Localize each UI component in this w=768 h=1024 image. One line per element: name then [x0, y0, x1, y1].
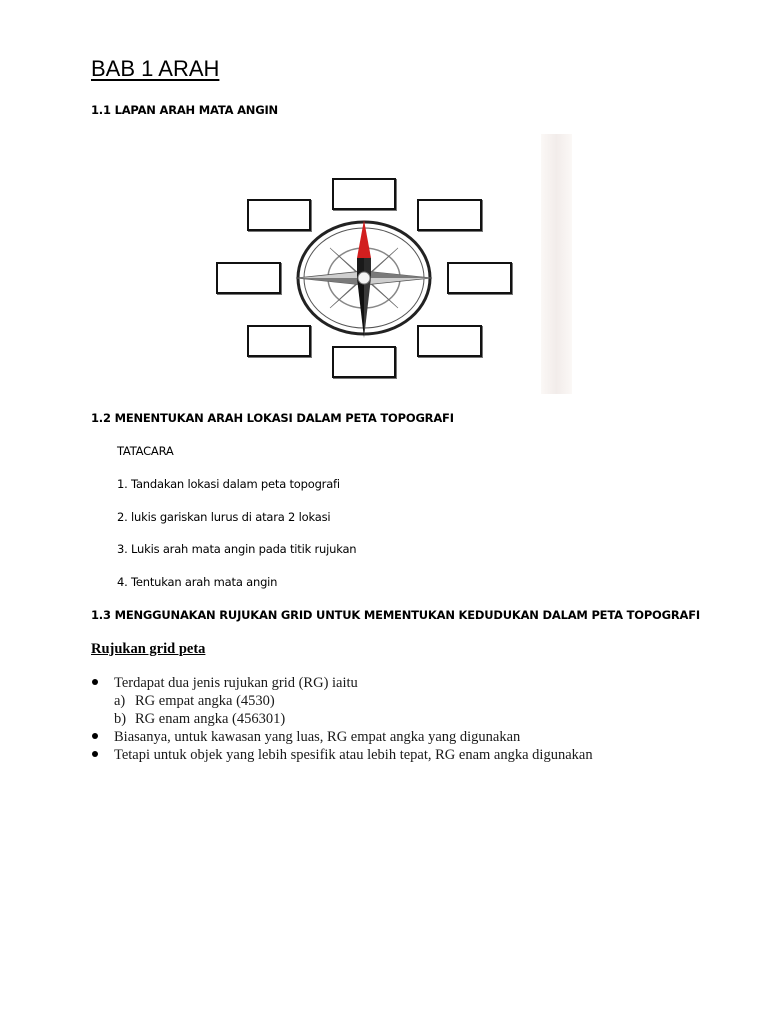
rujukan-grid-heading: Rujukan grid peta [91, 641, 206, 657]
step-3: 3. Lukis arah mata angin pada titik rujukan [117, 542, 357, 556]
sub-item-b-marker: b) [114, 711, 127, 727]
bullet-item-2: Biasanya, untuk kawasan yang luas, RG empat angka yang digunakan [114, 729, 521, 745]
tatacara-label: TATACARA [117, 444, 174, 458]
bullet-item-3: Tetapi untuk objek yang lebih spesifik atau lebih tepat, RG enam angka digunakan [114, 747, 593, 763]
step-2: 2. lukis gariskan lurus di atara 2 lokasi [117, 510, 331, 524]
bullet-dot-icon [92, 679, 98, 685]
page-title: BAB 1 ARAH [91, 56, 220, 81]
bullet-dot-icon [92, 733, 98, 739]
bullet-dot-icon [92, 751, 98, 757]
step-4: 4. Tentukan arah mata angin [117, 575, 278, 589]
step-1: 1. Tandakan lokasi dalam peta topografi [117, 477, 340, 491]
compass-center-pivot [358, 272, 370, 284]
compass-figure [210, 170, 520, 385]
bullet-item-1: Terdapat dua jenis rujukan grid (RG) iaitu [114, 675, 358, 691]
sub-item-a: RG empat angka (4530) [135, 693, 275, 709]
sub-item-b: RG enam angka (456301) [135, 711, 286, 727]
compass-rose-icon [210, 170, 520, 385]
scan-shadow-strip [541, 134, 572, 394]
section-heading-1-1: 1.1 LAPAN ARAH MATA ANGIN [91, 103, 278, 117]
section-heading-1-3: 1.3 MENGGUNAKAN RUJUKAN GRID UNTUK MEMENTUKAN KEDUDUKAN DALAM PETA TOPOGRAFI [91, 608, 700, 622]
sub-item-a-marker: a) [114, 693, 126, 709]
section-heading-1-2: 1.2 MENENTUKAN ARAH LOKASI DALAM PETA TOPOGRAFI [91, 411, 454, 425]
